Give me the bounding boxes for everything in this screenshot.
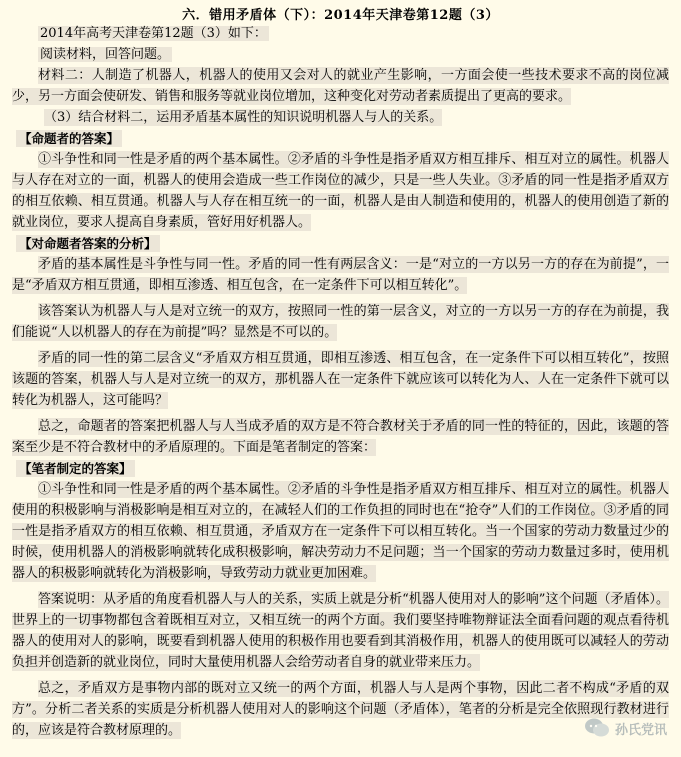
material-text: 材料二：人制造了机器人，机器人的使用又会对人的就业产生影响，一方面会使一些技术要求不高的岗位减少，另一方面会使研发、销售和服务等就业岗位增加，这种变化对劳动者素质提出了更高的要求。 (12, 68, 669, 104)
watermark (584, 717, 667, 739)
material-paragraph (12, 65, 669, 107)
analysis-paragraph-2 (12, 301, 669, 343)
explanation-paragraph-2 (12, 678, 669, 741)
question-paragraph (12, 107, 669, 128)
author-answer-text: ①斗争性和同一性是矛盾的两个基本属性。②矛盾的斗争性是指矛盾双方相互排斥、相互对立的属性。机器人使用的积极影响与消极影响是相互对立的，在减轻人们的工作负担的同时也在“抢夺”人们的工作岗位。③矛盾的同一性是指矛盾双方的相互依赖、相互贯通，矛盾双方在一定条件下可以相互转化。当一个国家的劳动力数量过少的时候，使用机器人的消极影响就转化成积极影响，解决劳动力不足问题；当一个国家的劳动力数量过多时，使用机器人的积极影响就转化为消极影响，导致劳动力就业更加困难。 (12, 482, 669, 581)
explanation-paragraph-1 (12, 589, 669, 673)
instruction-line (12, 44, 669, 65)
intro-text: 2014年高考天津卷第12题（3）如下： (40, 26, 267, 41)
analysis-text-1: 矛盾的基本属性是斗争性与同一性。矛盾的同一性有两层含义：一是“对立的一方以另一方的存在为前提”，一是“矛盾双方相互贯通，即相互渗透、相互包含，在一定条件下可以相互转化”。 (12, 257, 669, 293)
analysis-text-3: 矛盾的同一性的第二层含义“矛盾双方相互贯通，即相互渗透、相互包含，在一定条件下可以相互转化”，按照该题的答案，机器人与人是对立统一的双方，那机器人在一定条件下就应该可以转化为人、人在一定条件下就可以转化为机器人，这可能吗？ (12, 351, 669, 408)
explanation-text-2: 总之，矛盾双方是事物内部的既对立又统一的两个方面，机器人与人是两个事物，因此二者不构成“矛盾的双方”。分析二者关系的实质是分析机器人使用对人的影响这个问题（矛盾体），笔者的分析是完全依照现行教材进行的，应该是符合教材原理的。 (12, 681, 669, 738)
heading-answer-text: 【命题者的答案】 (16, 130, 122, 147)
heading-answer (12, 128, 669, 149)
analysis-paragraph-1 (12, 254, 669, 296)
chat-bubble-icon (584, 717, 610, 739)
analysis-text-2: 该答案认为机器人与人是对立统一的双方，按照同一性的第一层含义，对立的一方以另一方的存在为前提，我们能说“人以机器人的存在为前提”吗？显然是不可以的。 (12, 304, 669, 340)
heading-analysis (12, 233, 669, 254)
question-text: （3）结合材料二，运用矛盾基本属性的知识说明机器人与人的关系。 (44, 110, 443, 125)
analysis-paragraph-4 (12, 416, 669, 458)
analysis-text-4: 总之，命题者的答案把机器人与人当成矛盾的双方是不符合教材关于矛盾的同一性的特征的，因此，该题的答案至少是不符合教材中的矛盾原理的。下面是笔者制定的答案： (12, 419, 669, 455)
instruction-text: 阅读材料，回答问题。 (40, 47, 171, 62)
analysis-paragraph-3 (12, 348, 669, 411)
heading-author-answer (12, 458, 669, 479)
answer-paragraph (12, 149, 669, 233)
answer-text: ①斗争性和同一性是矛盾的两个基本属性。②矛盾的斗争性是指矛盾双方相互排斥、相互对立的属性。机器人与人存在对立的一面，机器人的使用会造成一些工作岗位的减少，只是一些人失业。③矛盾的同一性是指矛盾双方的相互依赖、相互贯通。机器人与人存在相互统一的一面，机器人是由人制造和使用的，机器人的使用创造了新的就业岗位，要求人提高自身素质，管好用好机器人。 (12, 152, 669, 230)
author-answer-paragraph (12, 479, 669, 584)
heading-analysis-text: 【对命题者答案的分析】 (16, 235, 160, 252)
section-title: 六．错用矛盾体（下）：2014年天津卷第12题（3） (182, 8, 499, 23)
explanation-text-1: 答案说明：从矛盾的角度看机器人与人的关系，实质上就是分析“机器人使用对人的影响”这个问题（矛盾体）。世界上的一切事物都包含着既相互对立，又相互统一的两个方面。我们要坚持唯物辩证法全面看问题的观点看待机器人的使用对人的影响，既要看到机器人使用的积极作用也要看到其消极作用，机器人的使用既可以减轻人的劳动负担并创造新的就业岗位，同时大量使用机器人会给劳动者自身的就业带来压力。 (12, 592, 669, 670)
intro-line (12, 23, 669, 44)
heading-author-text: 【笔者制定的答案】 (16, 460, 135, 477)
watermark-text: 孙氏党讯 (614, 722, 667, 738)
